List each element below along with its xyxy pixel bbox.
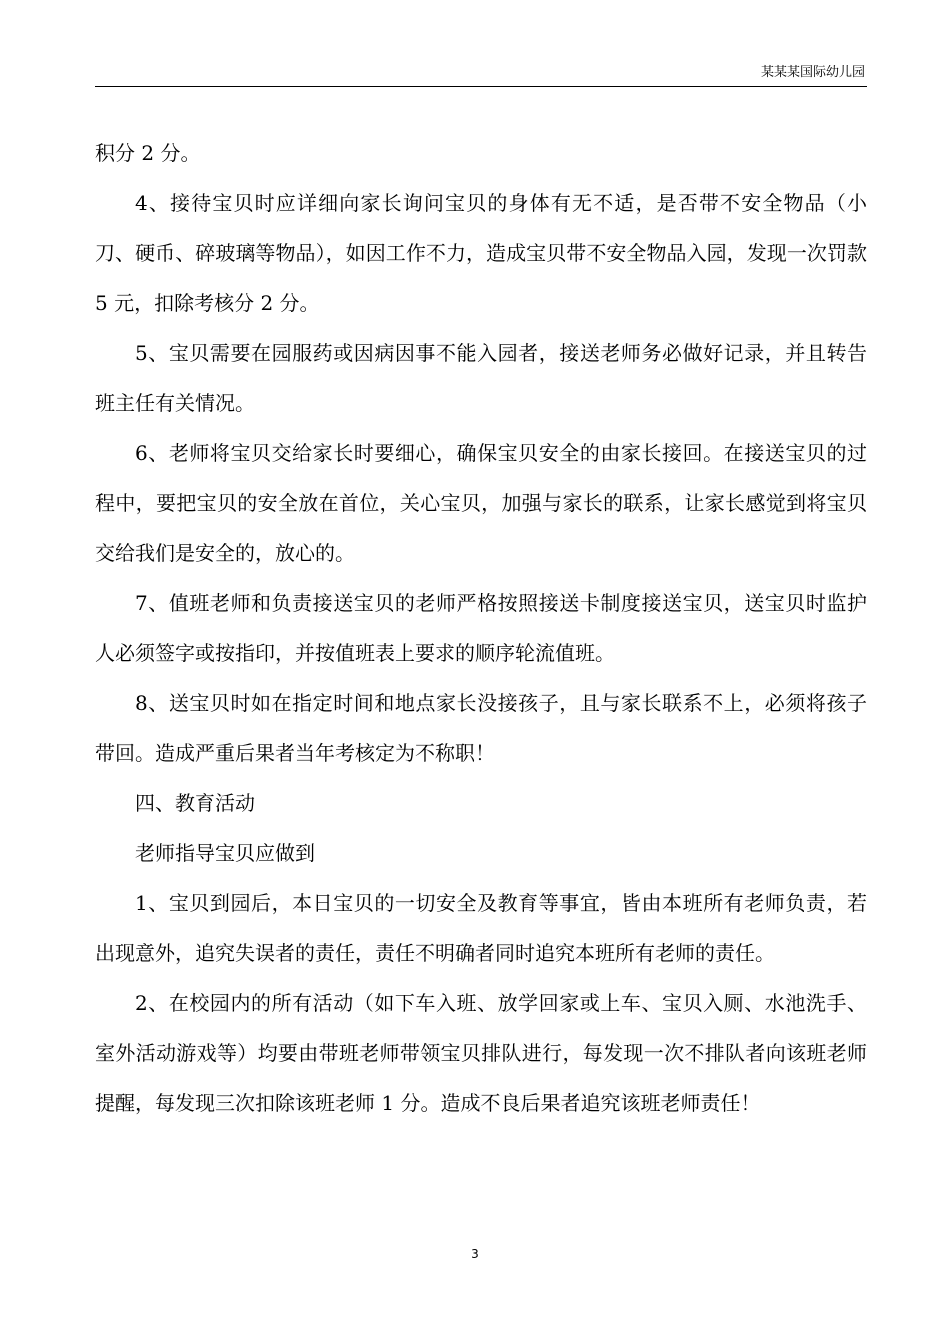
paragraph-edu-item-2: 2、在校园内的所有活动（如下车入班、放学回家或上车、宝贝入厕、水池洗手、室外活动游戏等）均要由带班老师带领宝贝排队进行，每发现一次不排队者向该班老师提醒，每发现三次扣除该班老师 1 分。造成不良后果者追究该班老师责任！ [95, 991, 867, 1115]
paragraph-edu-item-1: 1、宝贝到园后，本日宝贝的一切安全及教育等事宜，皆由本班所有老师负责，若出现意外，追究失误者的责任，责任不明确者同时追究本班所有老师的责任。 [95, 891, 867, 965]
paragraph-item-6: 6、老师将宝贝交给家长时要细心，确保宝贝安全的由家长接回。在接送宝贝的过程中，要把宝贝的安全放在首位，关心宝贝，加强与家长的联系，让家长感觉到将宝贝交给我们是安全的，放心的。 [95, 441, 867, 565]
paragraph-item-8: 8、送宝贝时如在指定时间和地点家长没接孩子，且与家长联系不上，必须将孩子带回。造成严重后果者当年考核定为不称职！ [95, 691, 867, 765]
paragraph-item-7: 7、值班老师和负责接送宝贝的老师严格按照接送卡制度接送宝贝，送宝贝时监护人必须签字或按指印，并按值班表上要求的顺序轮流值班。 [95, 591, 867, 665]
page-header [95, 64, 867, 87]
subheading-teacher-guidance: 老师指导宝贝应做到 [135, 841, 315, 865]
section-heading-education: 四、教育活动 [135, 791, 255, 815]
page-number: 3 [471, 1247, 479, 1261]
paragraph-continuation: 积分 2 分。 [95, 141, 201, 165]
document-body [95, 128, 867, 1128]
header-org-name: 某某某国际幼儿园 [760, 65, 865, 80]
paragraph-item-5: 5、宝贝需要在园服药或因病因事不能入园者，接送老师务必做好记录，并且转告班主任有关情况。 [95, 341, 867, 415]
paragraph-item-4: 4、接待宝贝时应详细向家长询问宝贝的身体有无不适，是否带不安全物品（小刀、硬币、碎玻璃等物品），如因工作不力，造成宝贝带不安全物品入园，发现一次罚款 5 元，扣除考核分 2 分。 [95, 191, 867, 315]
